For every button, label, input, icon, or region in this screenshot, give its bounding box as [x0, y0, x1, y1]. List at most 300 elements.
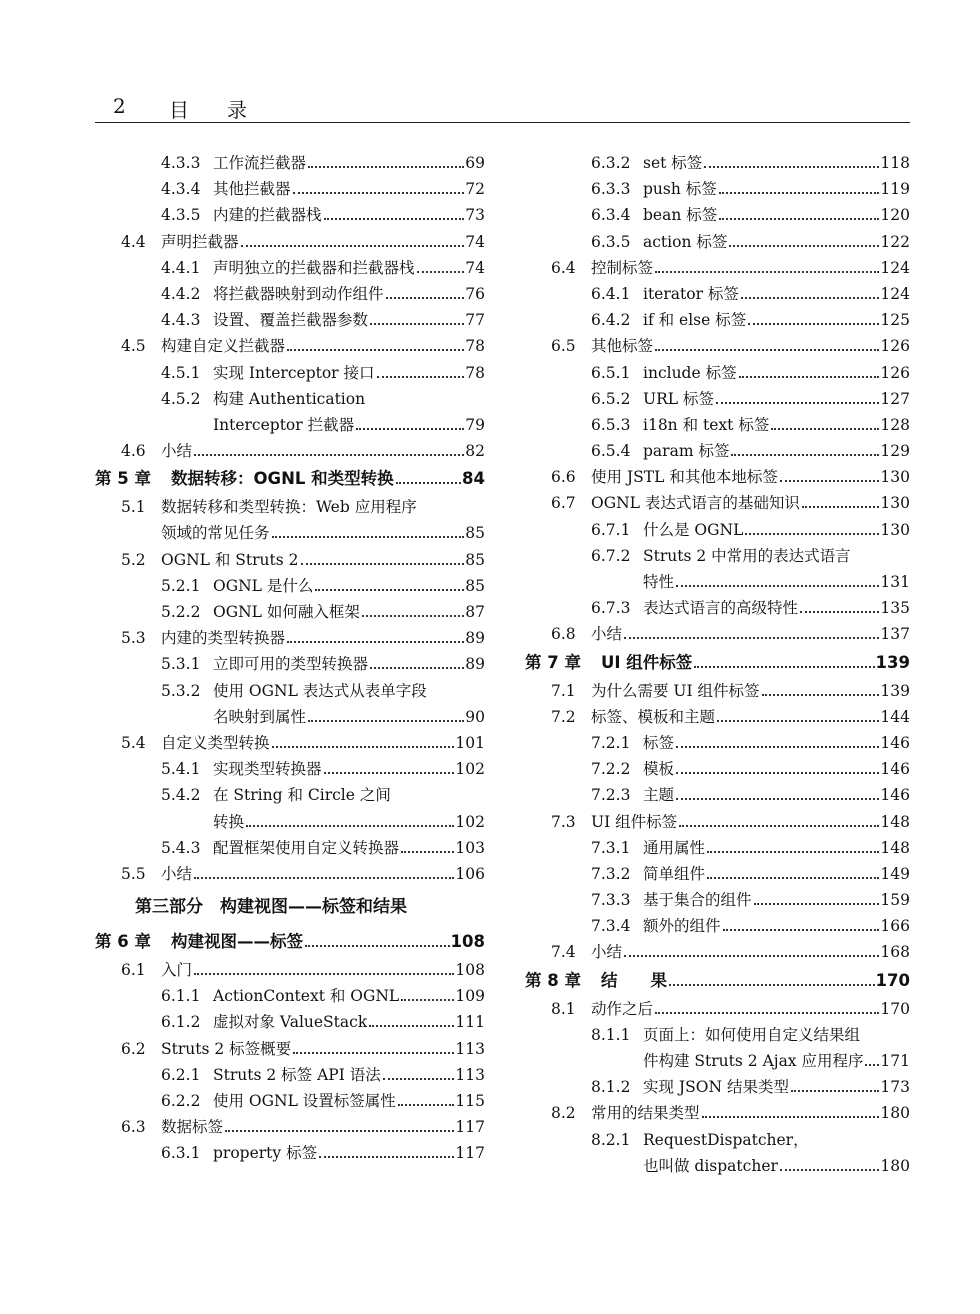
page-number-ref: 102 [455, 760, 485, 779]
page-number-ref: 135 [880, 599, 910, 618]
dot-leader [287, 641, 464, 643]
section-title: 控制标签 [591, 258, 654, 277]
toc-entry [95, 333, 485, 359]
page-number-ref: 106 [455, 864, 485, 883]
section-title: 使用 OGNL 表达式从表单字段 [213, 681, 427, 700]
dot-leader [624, 637, 879, 639]
page-number-ref: 129 [880, 442, 910, 461]
dot-leader [780, 480, 880, 482]
section-title: RequestDispatcher， [643, 1130, 809, 1149]
page-number-ref: 170 [880, 999, 910, 1018]
toc-entry [95, 494, 485, 520]
section-number: 5.2.2 [161, 603, 201, 621]
dot-leader [308, 166, 464, 168]
page-number-ref: 126 [880, 363, 910, 382]
section-title: OGNL 是什么 [213, 576, 314, 595]
section-number: 6.4.2 [591, 311, 631, 330]
toc-entry [525, 595, 910, 621]
section-number: 4.4.3 [161, 311, 201, 330]
section-title: 小结 [161, 442, 193, 461]
toc-entry [525, 621, 910, 647]
dot-leader [717, 720, 879, 722]
page-number-ref: 124 [880, 284, 910, 303]
page-number-ref: 124 [880, 258, 910, 277]
toc-entry [525, 360, 910, 386]
section-number: 5.2 [121, 550, 146, 569]
dot-leader [669, 984, 875, 986]
dot-leader [762, 694, 880, 696]
page-number-ref: 166 [880, 917, 910, 936]
section-number: 8.2 [551, 1104, 576, 1123]
toc-entry [525, 913, 910, 939]
section-number: 7.3.4 [591, 917, 631, 936]
section-title: OGNL 和 Struts 2 [161, 550, 299, 569]
chapter-entry [95, 927, 485, 957]
section-title: 额外的组件 [643, 917, 721, 936]
toc-entry [525, 756, 910, 782]
section-number: 6.1 [121, 961, 146, 980]
page-number-ref: 170 [875, 970, 910, 990]
dot-leader [401, 999, 454, 1001]
section-number: 5.1 [121, 498, 146, 517]
section-title: 声明独立的拦截器和拦截器栈 [213, 258, 415, 277]
section-number: 6.3.4 [591, 206, 631, 225]
toc-entry [95, 1140, 485, 1166]
dot-leader [704, 166, 879, 168]
toc-entry [525, 464, 910, 490]
section-number: 4.4.2 [161, 284, 201, 303]
page-number-ref: 90 [465, 707, 485, 726]
page-number-ref: 77 [465, 311, 485, 330]
section-number: 6.1.1 [161, 987, 201, 1006]
section-title: 什么是 OGNL [643, 520, 744, 539]
toc-entry [95, 360, 485, 386]
section-title: 内建的拦截器栈 [213, 206, 322, 225]
page-number-ref: 180 [880, 1156, 910, 1175]
section-title: 将拦截器映射到动作组件 [213, 284, 384, 303]
section-number: 4.6 [121, 442, 146, 461]
section-number: 5.5 [121, 864, 146, 883]
toc-entry [525, 1153, 910, 1179]
section-title: 模板 [643, 760, 675, 779]
page-number-ref: 87 [465, 603, 485, 621]
page-number-ref: 131 [880, 573, 910, 591]
dot-leader [362, 615, 464, 617]
dot-leader [246, 825, 454, 827]
dot-leader [676, 772, 879, 774]
section-title: bean 标签 [643, 206, 718, 225]
section-title: 实现 JSON 结果类型 [643, 1078, 789, 1097]
page-number-ref: 108 [450, 932, 485, 952]
toc-entry [525, 490, 910, 516]
dot-leader [319, 1156, 454, 1158]
section-title: 动作之后 [591, 999, 654, 1018]
section-number: 6.7.2 [591, 546, 631, 565]
toc-entry [95, 756, 485, 782]
dot-leader [194, 877, 454, 879]
page-number-ref: 113 [455, 1065, 485, 1084]
dot-leader [398, 1104, 455, 1106]
section-title: 小结 [591, 625, 623, 644]
section-number: 5.3.2 [161, 681, 201, 700]
section-number: 7.4 [551, 943, 576, 962]
toc-entry [95, 412, 485, 438]
section-title: 构建自定义拦截器 [161, 337, 286, 356]
section-title: 页面上：如何使用自定义结果组 [643, 1025, 861, 1044]
dot-leader [324, 218, 465, 220]
section-title: 标签、模板和主题 [591, 707, 716, 726]
page-number: 2 [113, 94, 126, 118]
page-number-ref: 139 [880, 681, 910, 700]
dot-leader [707, 877, 879, 879]
page-number-ref: 102 [455, 812, 485, 831]
page-number-ref: 113 [455, 1039, 485, 1058]
page-number-ref: 85 [465, 550, 485, 569]
section-title: 自定义类型转换 [161, 733, 270, 752]
toc-entry [525, 996, 910, 1022]
page-number-ref: 180 [880, 1104, 910, 1123]
section-title: property 标签 [213, 1144, 318, 1163]
section-title: 实现 Interceptor 接口 [213, 363, 375, 382]
toc-entry [525, 307, 910, 333]
section-title: 实现类型转换器 [213, 760, 322, 779]
section-title: Interceptor 拦截器 [213, 415, 355, 434]
dot-leader [370, 323, 464, 325]
toc-entry [525, 333, 910, 359]
dot-leader [417, 271, 465, 273]
section-number: 7.3.3 [591, 891, 631, 910]
section-number: 7.1 [551, 681, 576, 700]
section-number: 7.2.1 [591, 733, 631, 752]
toc-entry [95, 229, 485, 255]
section-title: 使用 OGNL 设置标签属性 [213, 1092, 396, 1110]
section-title: i18n 和 text 标签 [643, 415, 770, 434]
chapter-entry [525, 966, 910, 996]
section-number: 6.4 [551, 258, 576, 277]
toc-entry [95, 307, 485, 333]
page-number-ref: 89 [465, 655, 485, 674]
section-number: 6.3.1 [161, 1144, 201, 1163]
dot-leader [771, 428, 879, 430]
toc-entry [525, 150, 910, 176]
section-title: Struts 2 中常用的表达式语言 [643, 546, 851, 565]
section-title: 立即可用的类型转换器 [213, 655, 369, 674]
dot-leader [655, 1012, 879, 1014]
toc-entry [525, 1074, 910, 1100]
section-number: 6.6 [551, 468, 576, 487]
page-number-ref: 72 [465, 180, 485, 199]
toc-entry [525, 517, 910, 543]
section-title: OGNL 如何融入框架 [213, 603, 360, 621]
section-number: 4.3.3 [161, 154, 201, 172]
section-number: 5.4.1 [161, 760, 201, 779]
section-title: 特性 [643, 573, 675, 591]
section-number: 7.3.1 [591, 838, 631, 857]
page-number-ref: 126 [880, 337, 910, 356]
section-number: 4.4 [121, 232, 146, 251]
toc-entry [95, 1114, 485, 1140]
toc-entry [95, 678, 485, 704]
dot-leader [741, 297, 879, 299]
section-number: 6.4.1 [591, 284, 631, 303]
section-number: 6.2.1 [161, 1065, 201, 1084]
section-number: 4.3.4 [161, 180, 201, 199]
section-title: 转换 [213, 812, 245, 831]
dot-leader [315, 589, 464, 591]
section-number: 6.5 [551, 337, 576, 356]
section-title: UI 组件标签 [601, 652, 693, 672]
toc-entry [95, 861, 485, 887]
section-title: 其他拦截器 [213, 180, 291, 199]
toc-entry [95, 625, 485, 651]
toc-left-column [95, 150, 485, 1167]
section-number: 6.2.2 [161, 1092, 201, 1110]
page-number-ref: 130 [880, 520, 910, 539]
dot-leader [694, 666, 874, 668]
section-title: 声明拦截器 [161, 232, 239, 251]
section-title: 内建的类型转换器 [161, 629, 286, 648]
page-number-ref: 146 [880, 733, 910, 752]
toc-entry [525, 782, 910, 808]
section-number: 7.2.3 [591, 786, 631, 805]
toc-entry [95, 150, 485, 176]
section-number: 6.8 [551, 625, 576, 644]
page-number-ref: 74 [465, 258, 485, 277]
page-number-ref: 159 [880, 891, 910, 910]
toc-entry [525, 255, 910, 281]
toc-entry [525, 835, 910, 861]
dot-leader [370, 667, 464, 669]
dot-leader [308, 720, 464, 722]
page-number-ref: 125 [880, 311, 910, 330]
toc-entry [95, 176, 485, 202]
page-number-ref: 137 [880, 625, 910, 644]
page-number-ref: 128 [880, 415, 910, 434]
dot-leader [293, 192, 465, 194]
dot-leader [719, 192, 880, 194]
section-number: 6.1.2 [161, 1013, 201, 1032]
section-number: 6.3.3 [591, 180, 631, 199]
section-number: 8.1 [551, 999, 576, 1018]
page-number-ref: 119 [880, 180, 910, 199]
toc-entry [525, 809, 910, 835]
page-number-ref: 109 [455, 987, 485, 1006]
section-title: 构建视图——标签 [171, 932, 303, 952]
section-number: 4.5 [121, 337, 146, 356]
toc-entry [525, 386, 910, 412]
toc-entry [95, 704, 485, 730]
section-title: OGNL 表达式语言的基础知识 [591, 494, 800, 513]
dot-leader [356, 428, 464, 430]
dot-leader [676, 585, 879, 587]
page-number-ref: 117 [455, 1144, 485, 1163]
section-number: 6.3.5 [591, 232, 631, 251]
section-title: 简单组件 [643, 864, 706, 883]
toc-entry [95, 1062, 485, 1088]
dot-leader [396, 482, 461, 484]
section-title: 其他标签 [591, 337, 654, 356]
page-number-ref: 148 [880, 838, 910, 857]
page-number-ref: 118 [880, 154, 910, 172]
toc-entry [525, 1048, 910, 1074]
page-number-ref: 74 [465, 232, 485, 251]
chapter-entry [95, 464, 485, 494]
section-title: 结 果 [601, 970, 667, 990]
dot-leader [676, 798, 879, 800]
dot-leader [272, 536, 465, 538]
section-title: 基于集合的组件 [643, 891, 752, 910]
section-title: 配置框架使用自定义转换器 [213, 838, 400, 857]
dot-leader [293, 1052, 454, 1054]
section-title: 主题 [643, 786, 675, 805]
toc-entry [525, 176, 910, 202]
dot-leader [780, 1169, 880, 1171]
section-title: set 标签 [643, 154, 703, 172]
dot-leader [383, 1078, 455, 1080]
dot-leader [624, 955, 879, 957]
toc-entry [95, 386, 485, 412]
dot-leader [702, 1116, 880, 1118]
toc-entry [525, 861, 910, 887]
page-number-ref: 79 [465, 415, 485, 434]
dot-leader [719, 218, 879, 220]
page-number-ref: 146 [880, 760, 910, 779]
dot-leader [377, 376, 465, 378]
section-number: 6.2 [121, 1039, 146, 1058]
section-title: 常用的结果类型 [591, 1104, 700, 1123]
section-title: 数据转移和类型转换：Web 应用程序 [161, 498, 417, 517]
section-title: if 和 else 标签 [643, 311, 747, 330]
dot-leader [729, 245, 879, 247]
page-number-ref: 108 [455, 961, 485, 980]
page-number-ref: 117 [455, 1118, 485, 1137]
page-number-ref: 73 [465, 206, 485, 225]
dot-leader [707, 851, 879, 853]
section-number: 5.3 [121, 629, 146, 648]
page-number-ref: 115 [455, 1092, 485, 1110]
section-number: 7.2.2 [591, 760, 631, 779]
toc-entry [95, 1088, 485, 1114]
section-number: 6.7.3 [591, 599, 631, 618]
toc-entry [525, 887, 910, 913]
section-number: 8.1.1 [591, 1025, 631, 1044]
section-title: action 标签 [643, 232, 728, 251]
section-number: 7.3.2 [591, 864, 631, 883]
section-title: param 标签 [643, 442, 730, 461]
toc-entry [95, 651, 485, 677]
section-title: 小结 [161, 864, 193, 883]
toc-entry [525, 704, 910, 730]
toc-entry [95, 281, 485, 307]
dot-leader [324, 772, 455, 774]
toc-entry [525, 569, 910, 595]
dot-leader [754, 903, 880, 905]
dot-leader [791, 1090, 879, 1092]
dot-leader [272, 746, 455, 748]
section-title: 为什么需要 UI 组件标签 [591, 681, 760, 700]
section-title: 虚拟对象 ValueStack [213, 1013, 368, 1032]
toc-entry [525, 1100, 910, 1126]
part-heading [95, 887, 485, 927]
page-number-ref: 120 [880, 206, 910, 225]
page-header [95, 92, 910, 123]
toc-entry [525, 202, 910, 228]
section-number: 6.5.1 [591, 363, 631, 382]
dot-leader [731, 454, 879, 456]
page-number-ref: 76 [465, 284, 485, 303]
toc-entry [95, 547, 485, 573]
section-number: 8.2.1 [591, 1130, 631, 1149]
page-number-ref: 139 [875, 652, 910, 672]
section-number: 6.5.4 [591, 442, 631, 461]
toc-entry [525, 1022, 910, 1048]
page-number-ref: 89 [465, 629, 485, 648]
toc-entry [525, 678, 910, 704]
section-number: 6.7.1 [591, 520, 631, 539]
dot-leader [800, 611, 879, 613]
dot-leader [802, 506, 880, 508]
toc-entry [95, 599, 485, 625]
toc-entry [95, 835, 485, 861]
toc-entry [95, 1036, 485, 1062]
dot-leader [287, 349, 464, 351]
page-number-ref: 85 [465, 524, 485, 543]
section-number: 5.2.1 [161, 576, 201, 595]
toc-entry [525, 412, 910, 438]
section-title: Struts 2 标签 API 语法 [213, 1065, 381, 1084]
section-number: 6.3 [121, 1118, 146, 1137]
toc-entry [95, 438, 485, 464]
toc-entry [95, 520, 485, 546]
section-title: UI 组件标签 [591, 812, 678, 831]
section-title: 构建 Authentication [213, 389, 366, 408]
page-number-ref: 78 [465, 363, 485, 382]
toc-entry [525, 281, 910, 307]
section-title: 工作流拦截器 [213, 154, 307, 172]
toc-entry [525, 730, 910, 756]
toc-entry [525, 438, 910, 464]
section-title: 件构建 Struts 2 Ajax 应用程序 [643, 1052, 864, 1070]
section-number: 7.3 [551, 812, 576, 831]
page-number-ref: 101 [455, 733, 485, 752]
dot-leader [716, 402, 879, 404]
page-number-ref: 144 [880, 707, 910, 726]
toc-entry [95, 809, 485, 835]
page-number-ref: 85 [465, 576, 485, 595]
page-number-ref: 148 [880, 812, 910, 831]
section-number: 6.5.2 [591, 389, 631, 408]
section-title: 使用 JSTL 和其他本地标签 [591, 468, 778, 487]
section-number: 6.7 [551, 494, 576, 513]
section-number: 7.2 [551, 707, 576, 726]
toc-entry [95, 202, 485, 228]
page-number-ref: 111 [455, 1013, 485, 1032]
dot-leader [386, 297, 465, 299]
section-title: 设置、覆盖拦截器参数 [213, 311, 369, 330]
toc-entry [95, 782, 485, 808]
section-title: 数据转移：OGNL 和类型转换 [171, 469, 394, 489]
page-number-ref: 84 [462, 469, 485, 489]
section-number: 5.4 [121, 733, 146, 752]
section-title: 入门 [161, 961, 193, 980]
section-title: include 标签 [643, 363, 737, 382]
section-title: 通用属性 [643, 838, 706, 857]
toc-entry [525, 229, 910, 255]
section-title: 也叫做 dispatcher [643, 1156, 778, 1175]
section-title: iterator 标签 [643, 284, 739, 303]
dot-leader [748, 323, 879, 325]
dot-leader [655, 349, 879, 351]
